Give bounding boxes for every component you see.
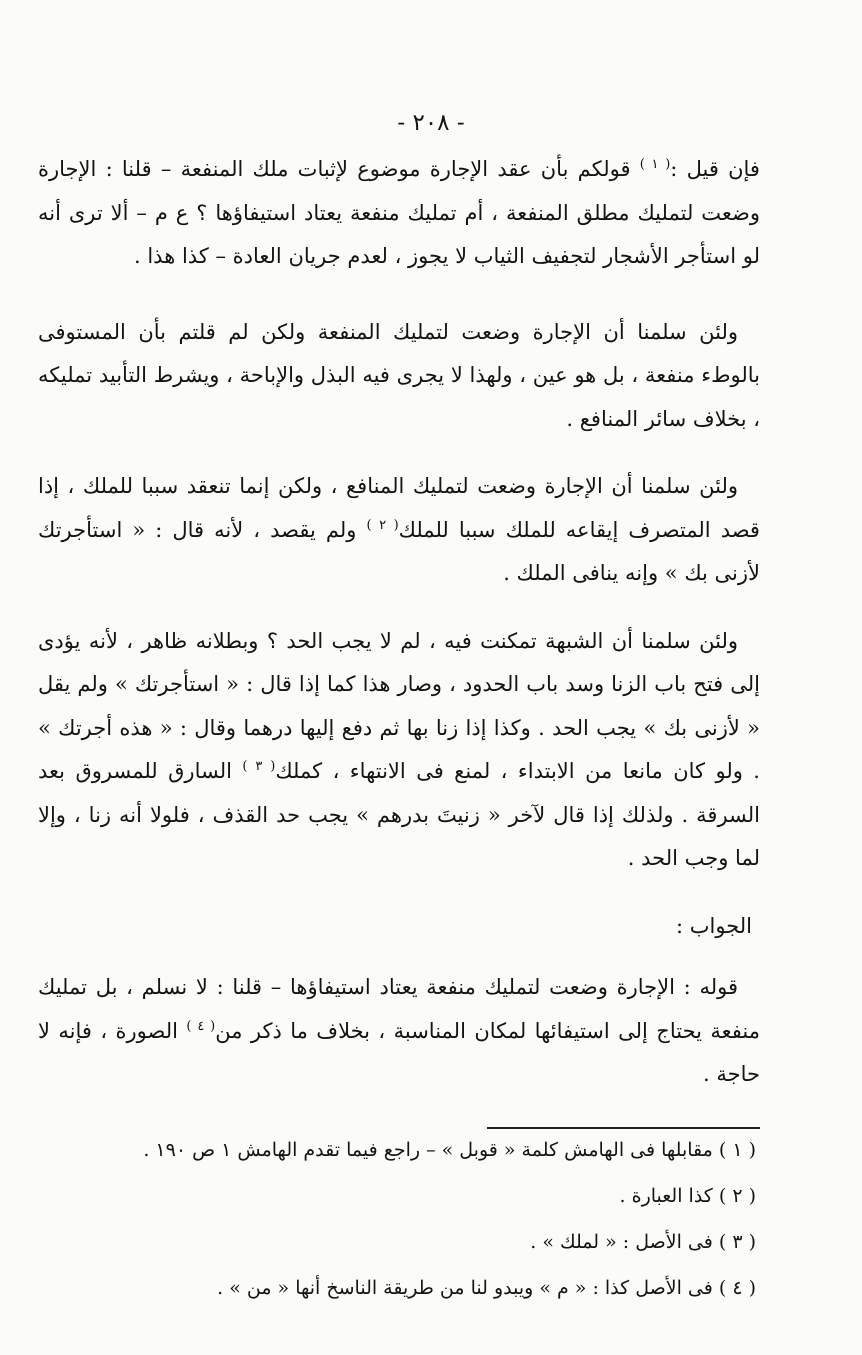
footnote-ref: ( ٤ )	[186, 1018, 216, 1034]
paragraph-text: قولكم بأن عقد الإجارة موضوع لإثبات ملك المنفعة – قلنا : الإجارة وضعت لتمليك مطلق المنفعة ، أم تمليك منفعة يعتاد استيفاؤها ؟ ع م – ألا ترى أنه لو استأجر الأشجار لتجفيف الثياب لا يجوز ، لعدم جريان العادة – كذا هذا .	[38, 157, 760, 268]
paragraph-text: قوله : الإجارة وضعت لتمليك منفعة يعتاد استيفاؤها – قلنا : لا نسلم ، بل تمليك منفعة يحتاج إلى استيفائها لمكان المناسبة ، بخلاف ما ذكر من	[38, 975, 760, 1043]
paragraph-text: فإن قيل :	[670, 157, 760, 181]
paragraph-answer	[38, 966, 760, 1097]
paragraph-text: الصورة ، فإنه لا حاجة .	[38, 1018, 760, 1086]
footnote-2: ( ٢ ) كذا العبارة .	[619, 1185, 756, 1207]
paragraph-text: ولم يقصد ، لأنه قال : « استأجرتك لأزنى بك » وإنه ينافى الملك .	[38, 517, 760, 585]
paragraph-text: الجواب :	[676, 913, 752, 938]
footnote-1: ( ١ ) مقابلها فى الهامش كلمة « قوبل » – راجع فيما تقدم الهامش ١ ص ١٩٠ .	[143, 1139, 756, 1161]
paragraph-text: ولئن سلمنا أن الشبهة تمكنت فيه ، لم لا يجب الحد ؟ وبطلانه ظاهر ، لأنه يؤدى إلى فتح باب الزنا وسد باب الحدود ، وصار هذا كما إذا قال : « استأجرتك » ولم يقل « لأزنى بك » يجب الحد . وكذا إذا زنا بها ثم دفع إليها درهما وقال : « هذه أجرتك » . ولو كان مانعا من الابتداء ، لمنع فى الانتهاء ، كملك	[38, 628, 760, 783]
page-number: - ٢٠٨ -	[397, 110, 465, 136]
footnote-divider	[487, 1127, 760, 1129]
paragraph-text: ولئن سلمنا أن الإجارة وضعت لتمليك المنافع ، ولكن إنما تنعقد سببا للملك ، إذا قصد المتصرف إيقاعه للملك سببا للملك	[38, 474, 760, 542]
footnote-4: ( ٤ ) فى الأصل كذا : « م » ويبدو لنا من طريقة الناسخ أنها « من » .	[217, 1277, 756, 1299]
footnotes	[70, 1137, 760, 1321]
footnote-ref: ( ١ )	[639, 157, 671, 172]
paragraph-text: السارق للمسروق بعد السرقة . ولذلك إذا قال لآخر « زنيتَ بدرهم » يجب حد القذف ، فلولا أنه زنا ، وإلا لما وجب الحد .	[38, 759, 760, 870]
footnote-ref: ( ٢ )	[366, 517, 399, 533]
paragraph-concession-2	[38, 465, 760, 596]
paragraph-objection	[38, 148, 760, 279]
footnote-3: ( ٣ ) فى الأصل : « لملك » .	[530, 1231, 756, 1253]
paragraph-concession-1	[38, 311, 760, 442]
paragraph-concession-3	[38, 620, 760, 881]
footnote-ref: ( ٣ )	[242, 759, 276, 774]
paragraph-text: ولئن سلمنا أن الإجارة وضعت لتمليك المنفعة ولكن لم قلتم بأن المستوفى بالوطء منفعة ، بل هو عين ، ولهذا لا يجرى فيه البذل والإباحة ، ويشرط التأبيد تمليكه ، بخلاف سائر المنافع .	[38, 319, 760, 431]
answer-heading	[38, 905, 760, 949]
main-text	[38, 148, 760, 1113]
